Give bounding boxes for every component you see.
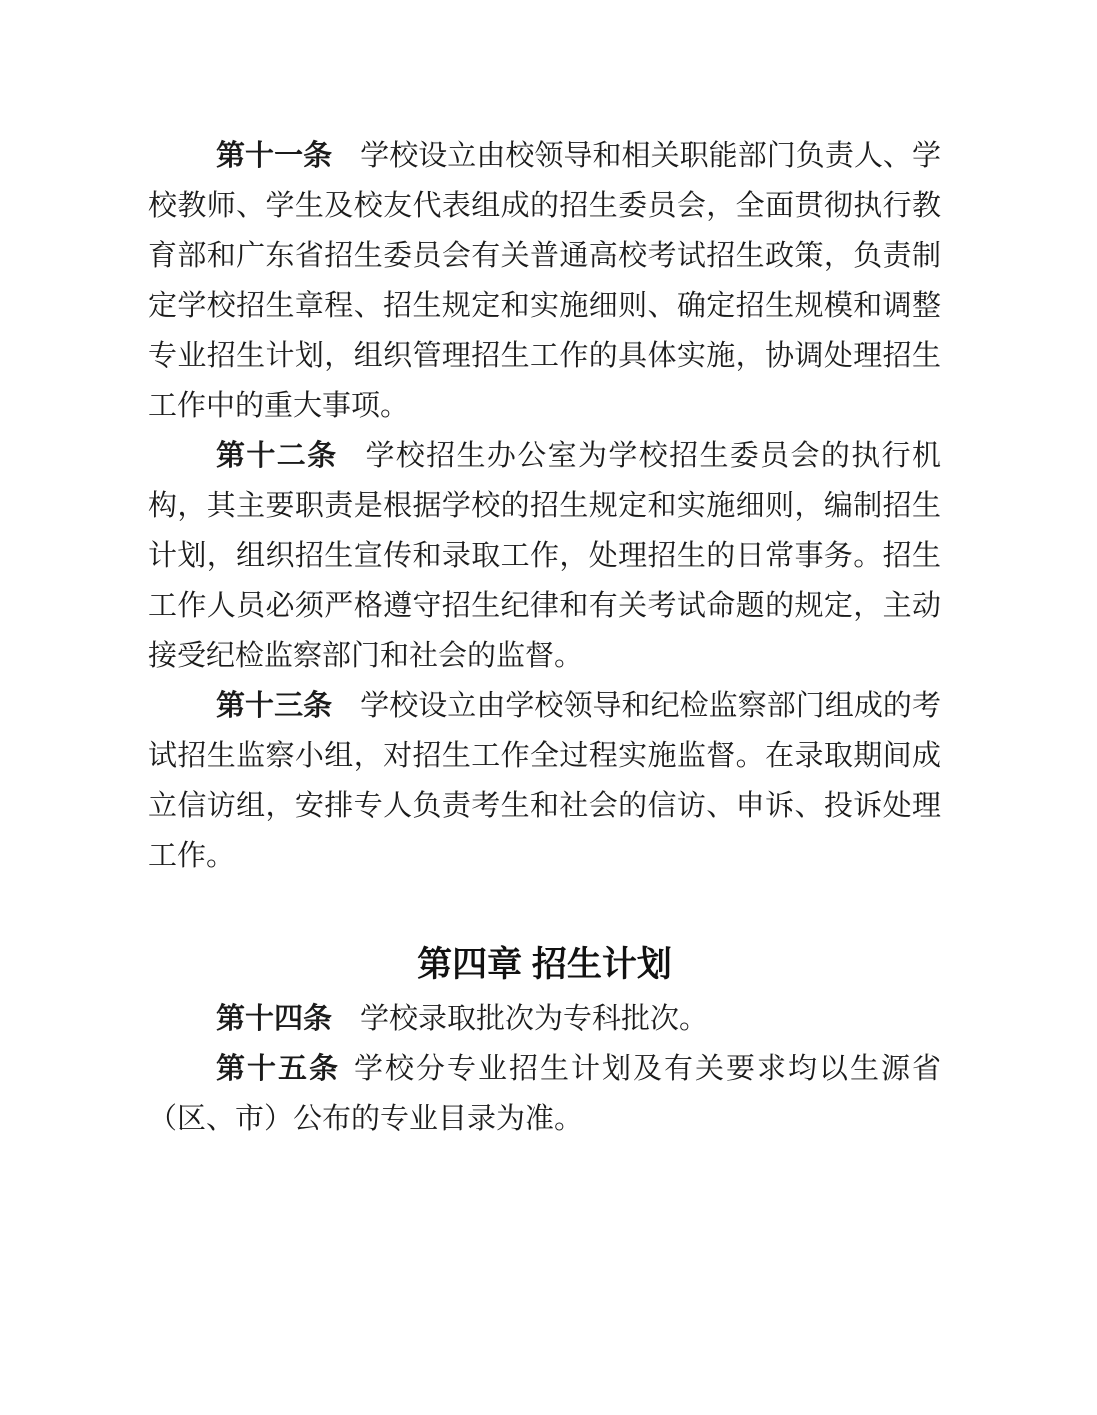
article-15-text: 学校分专业招生计划及有关要求均以生源省（区、市）公布的专业目录为准。 (148, 1051, 941, 1135)
article-12-text: 学校招生办公室为学校招生委员会的执行机构，其主要职责是根据学校的招生规定和实施细则，编制招生计划，组织招生宣传和录取工作，处理招生的日常事务。招生工作人员必须严格遵守招生纪律和有关考试命题的规定，主动接受纪检监察部门和社会的监督。 (148, 438, 941, 672)
article-15-paragraph (148, 1043, 941, 1143)
article-13-label: 第十三条 (216, 688, 333, 722)
article-15-label: 第十五条 (216, 1051, 340, 1085)
article-13-text: 学校设立由学校领导和纪检监察部门组成的考试招生监察小组，对招生工作全过程实施监督。在录取期间成立信访组，安排专人负责考生和社会的信访、申诉、投诉处理工作。 (148, 688, 941, 872)
article-14-text: 学校录取批次为专科批次。 (360, 1001, 709, 1035)
chapter-4-heading: 第四章 招生计划 (417, 945, 672, 984)
article-12-paragraph (148, 430, 941, 680)
article-14-label: 第十四条 (216, 1001, 333, 1035)
article-14-paragraph (148, 993, 941, 1043)
article-13-paragraph (148, 680, 941, 880)
article-12-label: 第十二条 (216, 438, 338, 472)
article-11-paragraph (148, 130, 941, 430)
article-11-text: 学校设立由校领导和相关职能部门负责人、学校教师、学生及校友代表组成的招生委员会，全面贯彻执行教育部和广东省招生委员会有关普通高校考试招生政策，负责制定学校招生章程、招生规定和实施细则、确定招生规模和调整专业招生计划，组织管理招生工作的具体实施，协调处理招生工作中的重大事项。 (148, 138, 941, 422)
text-column (148, 0, 941, 1143)
article-11-label: 第十一条 (216, 138, 333, 172)
